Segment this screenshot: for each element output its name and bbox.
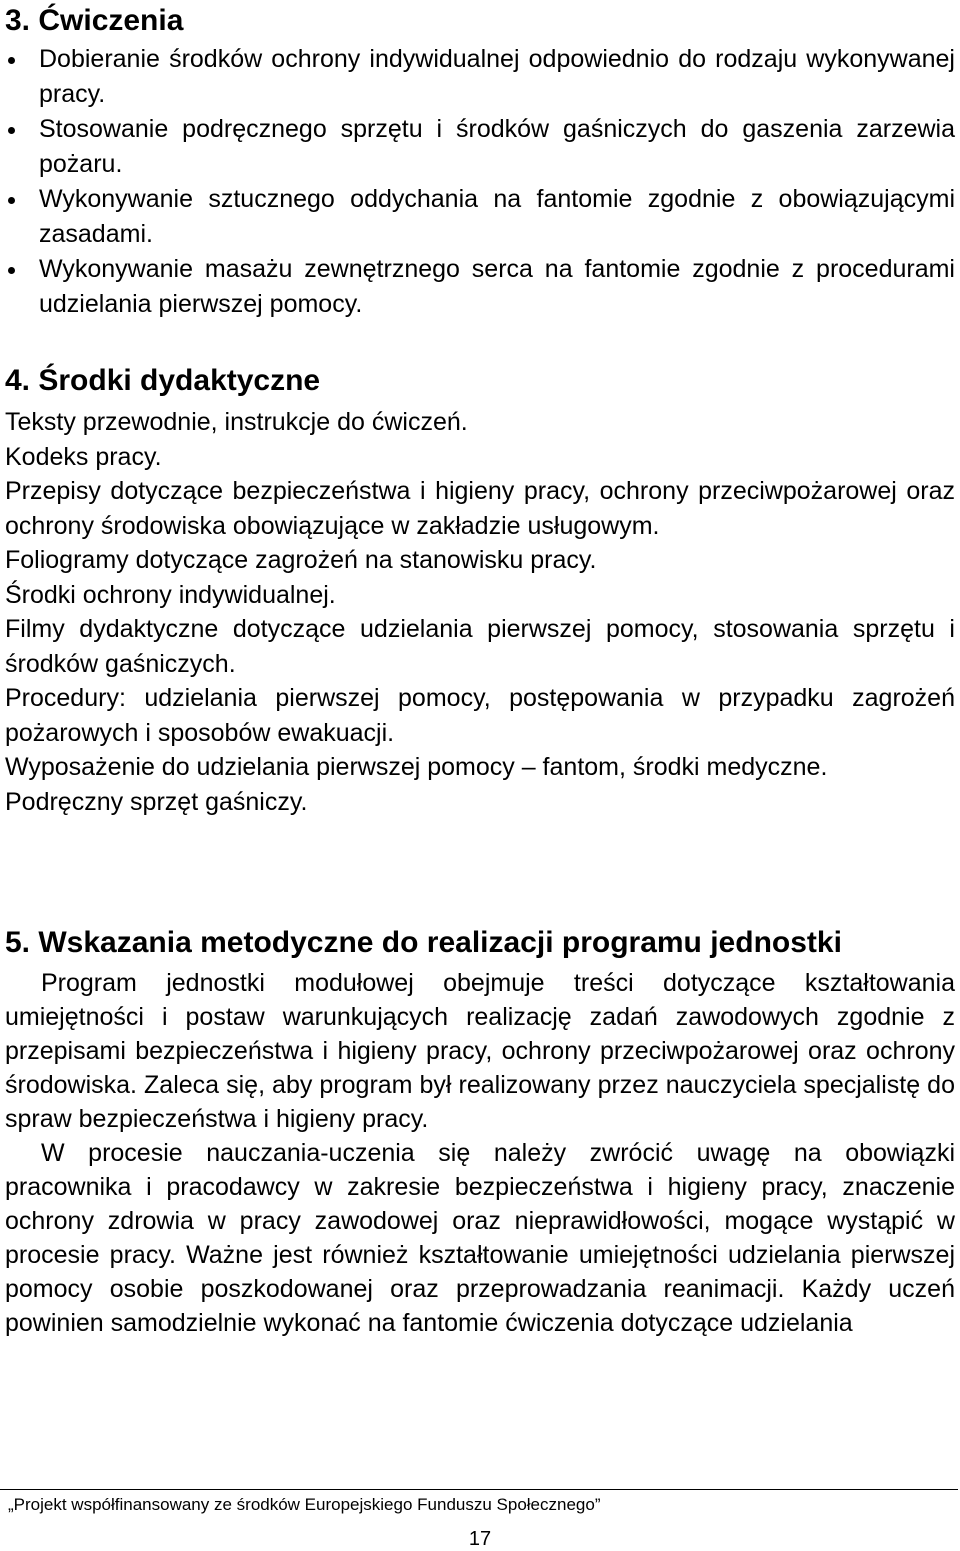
bullet-icon: [8, 57, 15, 64]
paragraph: Kodeks pracy.: [5, 442, 162, 471]
list-item: [5, 112, 955, 182]
list-item: [5, 182, 955, 252]
list-item: [5, 252, 955, 322]
paragraph: Procedury: udzielania pierwszej pomocy, postępowania w przypadku zagrożeń pożarowych i sposobów ewakuacji.: [5, 684, 955, 747]
list-item: [5, 42, 955, 112]
paragraph: W procesie nauczania-uczenia się należy zwrócić uwagę na obowiązki pracownika i pracodawcy w zakresie bezpieczeństwa i higieny pracy, znaczenie ochrony zdrowia w pracy zawodowej oraz nieprawidłowości, mogące wystąpić w procesie pracy. Ważne jest również kształtowanie umiejętności udzielania pierwszej pomocy osobie poszkodowanej oraz przeprowadzania reanimacji. Każdy uczeń powinien samodzielnie wykonać na fantomie ćwiczenia dotyczące udzielania: [5, 1139, 955, 1337]
paragraph: Program jednostki modułowej obejmuje treści dotyczące kształtowania umiejętności i postaw warunkujących realizację zadań zawodowych zgodnie z przepisami bezpieczeństwa i higieny pracy, ochrony przeciwpożarowej oraz ochrony środowiska. Zaleca się, aby program był realizowany przez nauczyciela specjalistę do spraw bezpieczeństwa i higieny pracy.: [5, 969, 955, 1133]
bullet-icon: [8, 197, 15, 204]
paragraph: Filmy dydaktyczne dotyczące udzielania pierwszej pomocy, stosowania sprzętu i środków gaśniczych.: [5, 615, 955, 678]
section-4-heading: 4. Środki dydaktyczne: [5, 364, 321, 397]
paragraph: Teksty przewodnie, instrukcje do ćwiczeń.: [5, 408, 468, 436]
paragraph: Środki ochrony indywidualnej.: [5, 580, 336, 609]
list-item-text: Stosowanie podręcznego sprzętu i środków gaśniczych do gaszenia zarzewia pożaru.: [39, 115, 955, 178]
list-item-text: Wykonywanie masażu zewnętrznego serca na fantomie zgodnie z procedurami udzielania pierwszej pomocy.: [39, 255, 955, 318]
paragraph: Wyposażenie do udzielania pierwszej pomocy – fantom, środki medyczne.: [5, 753, 828, 781]
list-item-text: Wykonywanie sztucznego oddychania na fantomie zgodnie z obowiązującymi zasadami.: [39, 185, 955, 248]
methodology-block: [5, 966, 955, 1340]
paragraph: Podręczny sprzęt gaśniczy.: [5, 787, 308, 816]
page-number: 17: [468, 1528, 492, 1550]
bullet-icon: [8, 267, 15, 274]
teaching-aids-block: [5, 405, 955, 819]
footer-divider: [0, 1489, 958, 1490]
section-5-heading: 5. Wskazania metodyczne do realizacji programu jednostki: [5, 926, 842, 959]
list-item-text: Dobieranie środków ochrony indywidualnej odpowiednio do rodzaju wykonywanej pracy.: [39, 45, 955, 108]
paragraph: Foliogramy dotyczące zagrożeń na stanowisku pracy.: [5, 546, 597, 574]
footer-note: „Projekt współfinansowany ze środków Europejskiego Funduszu Społecznego”: [8, 1495, 601, 1514]
exercises-list: [5, 42, 955, 322]
paragraph: Przepisy dotyczące bezpieczeństwa i higieny pracy, ochrony przeciwpożarowej oraz ochrony środowiska obowiązujące w zakładzie usługowym.: [5, 477, 955, 540]
bullet-icon: [8, 127, 15, 134]
section-3-heading: 3. Ćwiczenia: [5, 4, 184, 37]
